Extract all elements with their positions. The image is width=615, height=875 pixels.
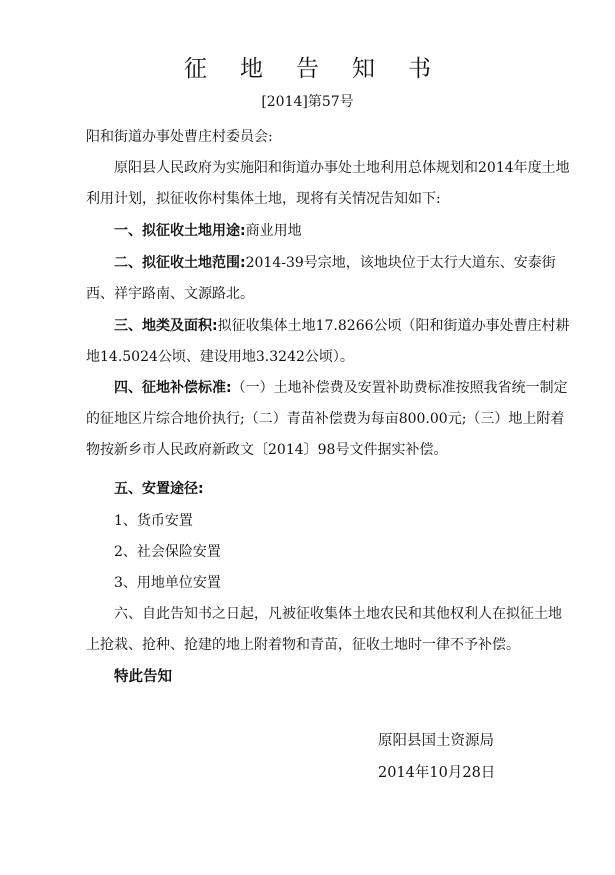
- section-six: 六、自此告知书之日起，凡被征收集体土地农民和其他权利人在拟征土地上抢栽、抢种、抢建的地上附着物和青苗，征收土地时一律不予补偿。: [86, 606, 562, 653]
- notice-title: 征地告知书: [184, 56, 464, 82]
- section-purpose-text: 商业用地: [245, 223, 302, 239]
- section-scope-text: 2014-39号宗地，该地块位于太行大道东、安泰街西、祥宇路南、文源路北。: [86, 255, 556, 302]
- section-resettlement: [86, 474, 572, 505]
- section-area: [86, 311, 572, 373]
- section-compensation-heading: 四、征地补偿标准:: [114, 380, 232, 396]
- section-compensation-text: （一）土地补偿费及安置补助费标准按照我省统一制定的征地区片综合地价执行;（二）青苗补偿费为每亩800.00元;（三）地上附着物按新乡市人民政府新政文〔2014〕98号文件据实补偿。: [86, 380, 568, 458]
- section-purpose: [86, 216, 572, 247]
- resettlement-item: 2、社会保险安置: [114, 544, 221, 560]
- section-scope-heading: 二、拟征收土地范围:: [114, 255, 246, 271]
- document-number: [2014]第57号: [261, 94, 354, 110]
- section-area-heading: 三、地类及面积:: [114, 318, 218, 334]
- resettlement-item: 3、用地单位安置: [114, 575, 221, 591]
- section-area-text: 拟征收集体土地17.8266公顷（阳和街道办事处曹庄村耕地14.5024公顷、建设用地3.3242公顷）。: [86, 318, 570, 365]
- section-compensation: [86, 373, 572, 466]
- intro-paragraph: 原阳县人民政府为实施阳和街道办事处土地利用总体规划和2014年度土地利用计划，拟征收你村集体土地，现将有关情况告知如下:: [86, 160, 570, 207]
- closing-text: 特此告知: [114, 669, 172, 685]
- issuer-name: 原阳县国土资源局: [378, 733, 494, 749]
- section-resettlement-heading: 五、安置途径:: [114, 481, 204, 497]
- addressee: 阳和街道办事处曹庄村委员会:: [86, 129, 273, 145]
- issue-date: 2014年10月28日: [378, 765, 496, 781]
- section-scope: [86, 248, 572, 310]
- resettlement-item: 1、货币安置: [114, 513, 193, 529]
- section-purpose-heading: 一、拟征收土地用途:: [114, 223, 246, 239]
